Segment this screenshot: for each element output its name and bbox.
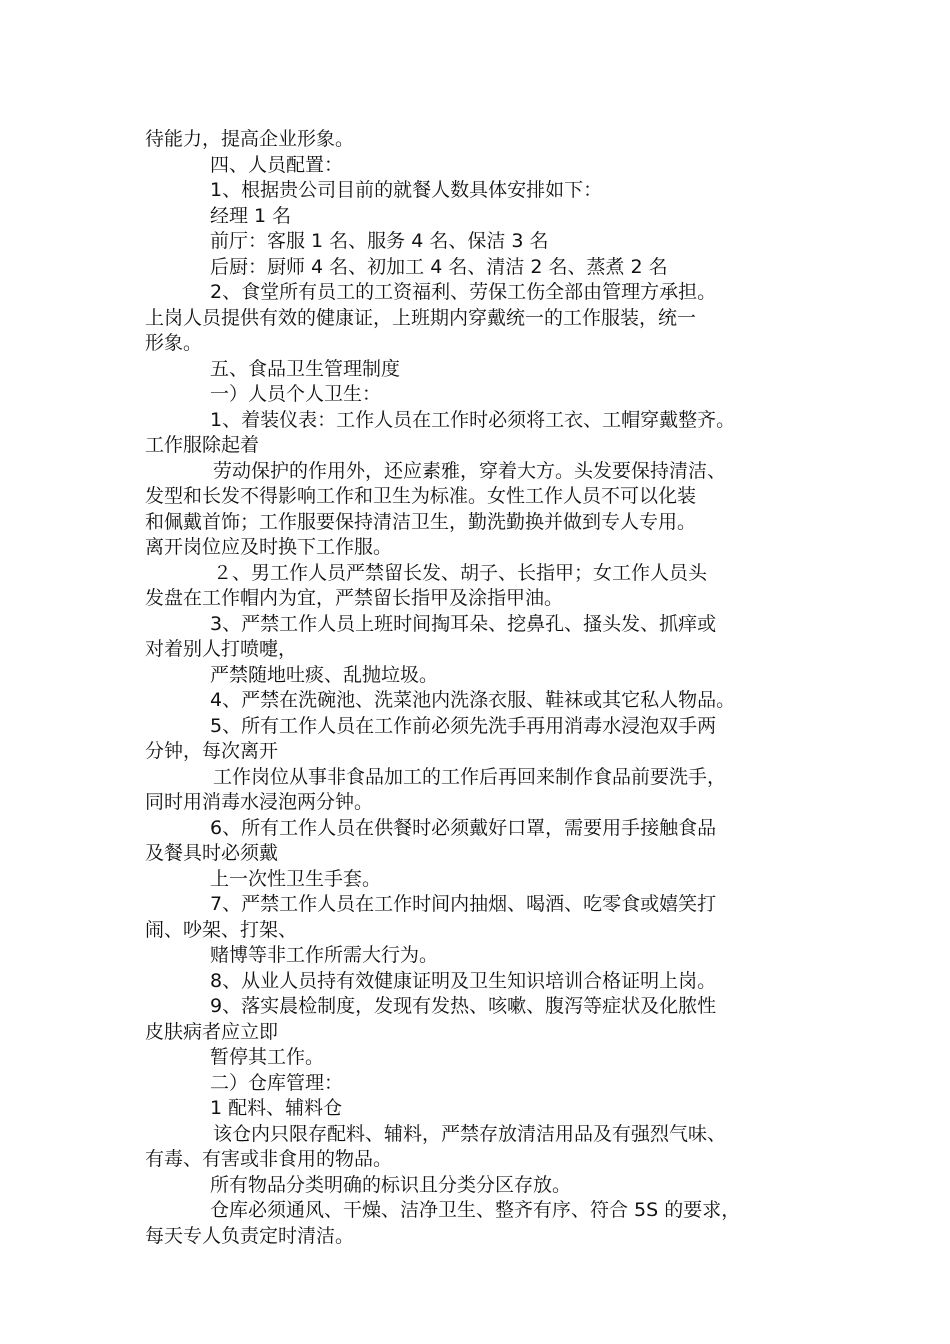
text-line: 所有物品分类明确的标识且分类分区存放。 (210, 1173, 572, 1196)
text-line: 5、所有工作人员在工作前必须先洗手再用消毒水浸泡双手两 (210, 714, 717, 737)
text-line: 对着别人打喷嚏， (145, 638, 298, 660)
subsection-heading: 一）人员个人卫生： (210, 383, 382, 405)
text-line: 发型和长发不得影响工作和卫生为标准。女性工作人员不可以化装 (145, 485, 697, 507)
text-line: 2、食堂所有员工的工资福利、劳保工伤全部由管理方承担。 (210, 281, 717, 303)
text-line: 及餐具时必须戴 (145, 842, 279, 864)
text-line: 有毒、有害或非食用的物品。 (145, 1148, 393, 1170)
text-line: 赌博等非工作所需大行为。 (210, 944, 439, 966)
text-line: 工作服除起着 (145, 434, 260, 456)
text-line: 暂停其工作。 (210, 1046, 325, 1068)
text-line: 上一次性卫生手套。 (210, 867, 382, 890)
text-line: 每天专人负责定时清洁。 (145, 1224, 355, 1247)
text-line: 后厨：厨师 4 名、初加工 4 名、清洁 2 名、蒸煮 2 名 (210, 255, 668, 278)
text-line: 同时用消毒水浸泡两分钟。 (145, 791, 374, 813)
text-line: 发盘在工作帽内为宜，严禁留长指甲及涂指甲油。 (145, 587, 564, 609)
text-line: 7、严禁工作人员在工作时间内抽烟、喝酒、吃零食或嬉笑打 (210, 893, 717, 915)
text-line: 待能力，提高企业形象。 (145, 128, 355, 150)
text-line: 3、严禁工作人员上班时间掏耳朵、挖鼻孔、搔头发、抓痒或 (210, 612, 717, 635)
text-line: 离开岗位应及时换下工作服。 (145, 536, 393, 558)
document-body (145, 127, 825, 1249)
text-line: 经理 1 名 (210, 204, 292, 227)
text-line: 前厅：客服 1 名、服务 4 名、保洁 3 名 (210, 230, 549, 252)
text-line: ２、男工作人员严禁留长发、胡子、长指甲；女工作人员头 (213, 561, 708, 584)
text-line: 严禁随地吐痰、乱抛垃圾。 (210, 663, 439, 686)
text-line: 劳动保护的作用外，还应素雅，穿着大方。头发要保持清洁、 (213, 459, 727, 482)
text-line: 上岗人员提供有效的健康证，上班期内穿戴统一的工作服装，统一 (145, 306, 697, 329)
text-line: 8、从业人员持有效健康证明及卫生知识培训合格证明上岗。 (210, 969, 717, 992)
section-heading: 五、食品卫生管理制度 (210, 357, 401, 380)
text-line: 4、严禁在洗碗池、洗菜池内洗涤衣服、鞋袜或其它私人物品。 (210, 689, 736, 711)
text-line: 1、根据贵公司目前的就餐人数具体安排如下： (210, 179, 603, 201)
text-line: 闹、吵架、打架、 (145, 918, 298, 941)
text-line: 工作岗位从事非食品加工的工作后再回来制作食品前要洗手， (213, 765, 727, 788)
text-line: 仓库必须通风、干燥、洁净卫生、整齐有序、符合 5S 的要求， (210, 1199, 741, 1221)
text-line: 该仓内只限存配料、辅料，严禁存放清洁用品及有强烈气味、 (213, 1122, 727, 1145)
text-line: 1、着装仪表：工作人员在工作时必须将工衣、工帽穿戴整齐。 (210, 408, 736, 431)
text-line: 和佩戴首饰；工作服要保持清洁卫生，勤洗勤换并做到专人专用。 (145, 510, 697, 533)
text-line: 6、所有工作人员在供餐时必须戴好口罩，需要用手接触食品 (210, 816, 717, 839)
text-line: 形象。 (145, 332, 203, 354)
text-line: 9、落实晨检制度，发现有发热、咳嗽、腹泻等症状及化脓性 (210, 995, 717, 1017)
section-heading: 四、人员配置： (210, 153, 344, 176)
text-line: 1 配料、辅料仓 (210, 1097, 343, 1119)
subsection-heading: 二）仓库管理： (210, 1071, 344, 1094)
text-line: 分钟，每次离开 (145, 740, 279, 762)
text-line: 皮肤病者应立即 (145, 1020, 279, 1043)
